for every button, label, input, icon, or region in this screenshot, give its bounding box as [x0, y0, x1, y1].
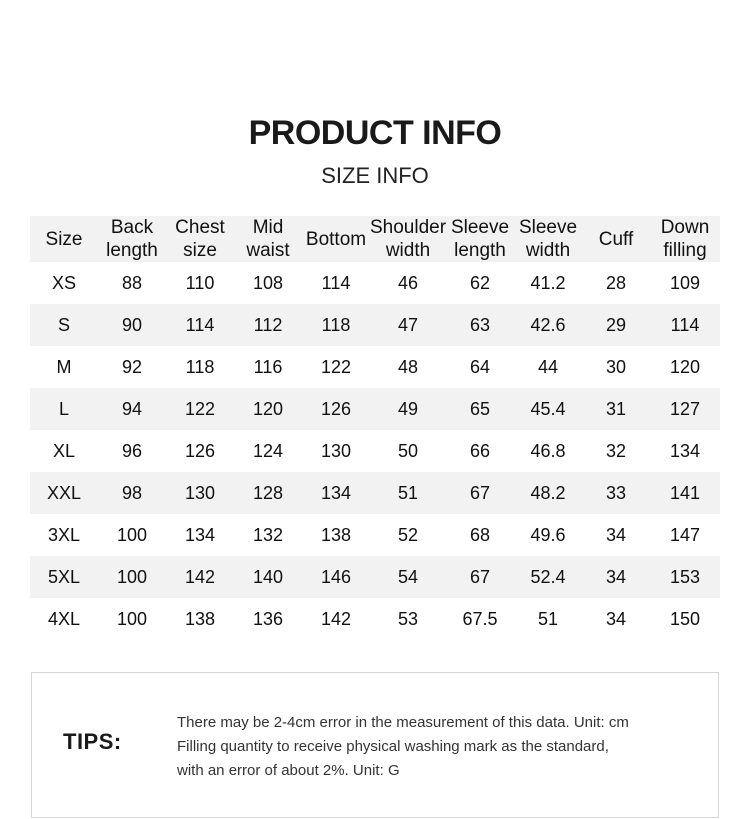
- table-row: [30, 472, 720, 514]
- measurement-cell: 138: [320, 524, 352, 545]
- measurement-cell: 126: [184, 440, 216, 461]
- measurement-cell: 62: [469, 272, 491, 293]
- column-header-line: width: [525, 240, 571, 261]
- measurement-cell: 142: [166, 556, 234, 598]
- table-row: [30, 346, 720, 388]
- column-header: [650, 216, 720, 262]
- table-body: [30, 262, 720, 640]
- measurement-cell: 49.6: [530, 524, 566, 545]
- measurement-cell: 118: [302, 304, 370, 346]
- column-header: [302, 216, 370, 262]
- measurement-cell: 34: [605, 608, 627, 629]
- measurement-cell: 96: [121, 440, 143, 461]
- page-subtitle: SIZE INFO: [321, 163, 429, 188]
- measurement-cell: 120: [234, 388, 302, 430]
- measurement-cell: 66: [469, 440, 491, 461]
- measurement-cell: 150: [669, 608, 701, 629]
- tips-box: [31, 672, 719, 818]
- measurement-cell: 28: [605, 272, 627, 293]
- column-header-line: length: [454, 240, 506, 261]
- measurement-cell: 33: [582, 472, 650, 514]
- measurement-cell: 64: [469, 356, 491, 377]
- size-cell: L: [30, 388, 98, 430]
- column-header: [514, 216, 582, 262]
- measurement-cell: 126: [302, 388, 370, 430]
- measurement-cell: 44: [537, 356, 559, 377]
- measurement-cell: 109: [669, 272, 701, 293]
- column-header-line: Cuff: [598, 228, 634, 250]
- table-header-row: [30, 216, 720, 262]
- page-title: PRODUCT INFO: [248, 114, 502, 152]
- tips-line: Filling quantity to receive physical washing mark as the standard,: [177, 738, 609, 755]
- measurement-cell: 108: [252, 272, 284, 293]
- measurement-cell: 134: [184, 524, 216, 545]
- table-row: [30, 388, 720, 430]
- size-cell: S: [30, 304, 98, 346]
- table-row: [30, 430, 720, 472]
- measurement-cell: 29: [582, 304, 650, 346]
- table-row: [30, 598, 720, 640]
- measurement-cell: 112: [234, 304, 302, 346]
- measurement-cell: 54: [370, 556, 446, 598]
- measurement-cell: 136: [252, 608, 284, 629]
- measurement-cell: 110: [185, 272, 215, 293]
- measurement-cell: 138: [184, 608, 216, 629]
- measurement-cell: 114: [166, 304, 234, 346]
- measurement-cell: 51: [537, 608, 559, 629]
- measurement-cell: 32: [605, 440, 627, 461]
- column-header-line: Down: [660, 217, 710, 238]
- measurement-cell: 98: [98, 472, 166, 514]
- tips-text: [177, 711, 707, 783]
- measurement-cell: 94: [98, 388, 166, 430]
- measurement-cell: 146: [302, 556, 370, 598]
- measurement-cell: 53: [397, 608, 419, 629]
- tips-label: TIPS:: [63, 729, 122, 754]
- measurement-cell: 140: [234, 556, 302, 598]
- column-header-line: Bottom: [305, 228, 367, 250]
- measurement-cell: 51: [370, 472, 446, 514]
- measurement-cell: 92: [121, 356, 143, 377]
- column-header-line: filling: [663, 240, 707, 261]
- measurement-cell: 88: [121, 272, 143, 293]
- column-header: [98, 216, 166, 262]
- measurement-cell: 130: [320, 440, 352, 461]
- column-header: [166, 216, 234, 262]
- table-row: [30, 262, 720, 304]
- table-row: [30, 514, 720, 556]
- measurement-cell: 134: [669, 440, 701, 461]
- size-table: [30, 216, 720, 640]
- column-header-line: waist: [246, 240, 290, 261]
- measurement-cell: 31: [582, 388, 650, 430]
- table-row: [30, 304, 720, 346]
- measurement-cell: 122: [320, 356, 352, 377]
- measurement-cell: 52.4: [514, 556, 582, 598]
- column-header-line: size: [183, 240, 217, 261]
- measurement-cell: 50: [397, 440, 419, 461]
- measurement-cell: 63: [446, 304, 514, 346]
- measurement-cell: 100: [98, 556, 166, 598]
- measurement-cell: 132: [252, 524, 284, 545]
- tips-line: with an error of about 2%. Unit: G: [177, 762, 400, 779]
- measurement-cell: 30: [605, 356, 627, 377]
- measurement-cell: 34: [582, 556, 650, 598]
- measurement-cell: 65: [446, 388, 514, 430]
- size-cell: 4XL: [47, 608, 81, 629]
- column-header-line: width: [385, 240, 431, 261]
- measurement-cell: 45.4: [514, 388, 582, 430]
- measurement-cell: 128: [234, 472, 302, 514]
- measurement-cell: 48.2: [514, 472, 582, 514]
- table-row: [30, 556, 720, 598]
- size-cell: XS: [51, 272, 76, 293]
- measurement-cell: 147: [669, 524, 701, 545]
- measurement-cell: 46.8: [530, 440, 566, 461]
- measurement-cell: 116: [253, 356, 283, 377]
- measurement-cell: 49: [370, 388, 446, 430]
- measurement-cell: 41.2: [530, 272, 566, 293]
- column-header: [370, 216, 446, 262]
- measurement-cell: 130: [166, 472, 234, 514]
- tips-line: There may be 2-4cm error in the measurement of this data. Unit: cm: [177, 714, 629, 731]
- measurement-cell: 34: [605, 524, 627, 545]
- column-header: [582, 216, 650, 262]
- column-header: [30, 216, 98, 262]
- measurement-cell: 114: [321, 272, 351, 293]
- size-cell: 5XL: [30, 556, 98, 598]
- measurement-cell: 68: [469, 524, 491, 545]
- measurement-cell: 67: [446, 556, 514, 598]
- measurement-cell: 141: [650, 472, 720, 514]
- column-header-line: Chest: [175, 217, 225, 238]
- measurement-cell: 124: [252, 440, 284, 461]
- size-cell: XXL: [30, 472, 98, 514]
- measurement-cell: 122: [166, 388, 234, 430]
- column-header: [234, 216, 302, 262]
- column-header-line: Sleeve: [450, 217, 510, 238]
- measurement-cell: 134: [302, 472, 370, 514]
- column-header-line: length: [106, 240, 158, 261]
- measurement-cell: 153: [650, 556, 720, 598]
- measurement-cell: 100: [116, 524, 148, 545]
- column-header-line: Mid: [252, 217, 284, 238]
- measurement-cell: 90: [98, 304, 166, 346]
- measurement-cell: 67: [446, 472, 514, 514]
- measurement-cell: 46: [397, 272, 419, 293]
- column-header-line: Size: [45, 228, 83, 250]
- column-header-line: Sleeve: [518, 217, 578, 238]
- size-cell: XL: [52, 440, 76, 461]
- column-header: [446, 216, 514, 262]
- measurement-cell: 67.5: [462, 608, 498, 629]
- measurement-cell: 114: [650, 304, 720, 346]
- size-cell: 3XL: [47, 524, 81, 545]
- measurement-cell: 100: [116, 608, 148, 629]
- column-header-line: Back: [110, 217, 154, 238]
- measurement-cell: 118: [185, 356, 215, 377]
- measurement-cell: 48: [397, 356, 419, 377]
- measurement-cell: 120: [669, 356, 701, 377]
- measurement-cell: 47: [370, 304, 446, 346]
- column-header-line: Shoulder: [370, 217, 447, 238]
- size-cell: M: [56, 356, 72, 377]
- measurement-cell: 142: [320, 608, 352, 629]
- measurement-cell: 127: [650, 388, 720, 430]
- measurement-cell: 42.6: [514, 304, 582, 346]
- measurement-cell: 52: [397, 524, 419, 545]
